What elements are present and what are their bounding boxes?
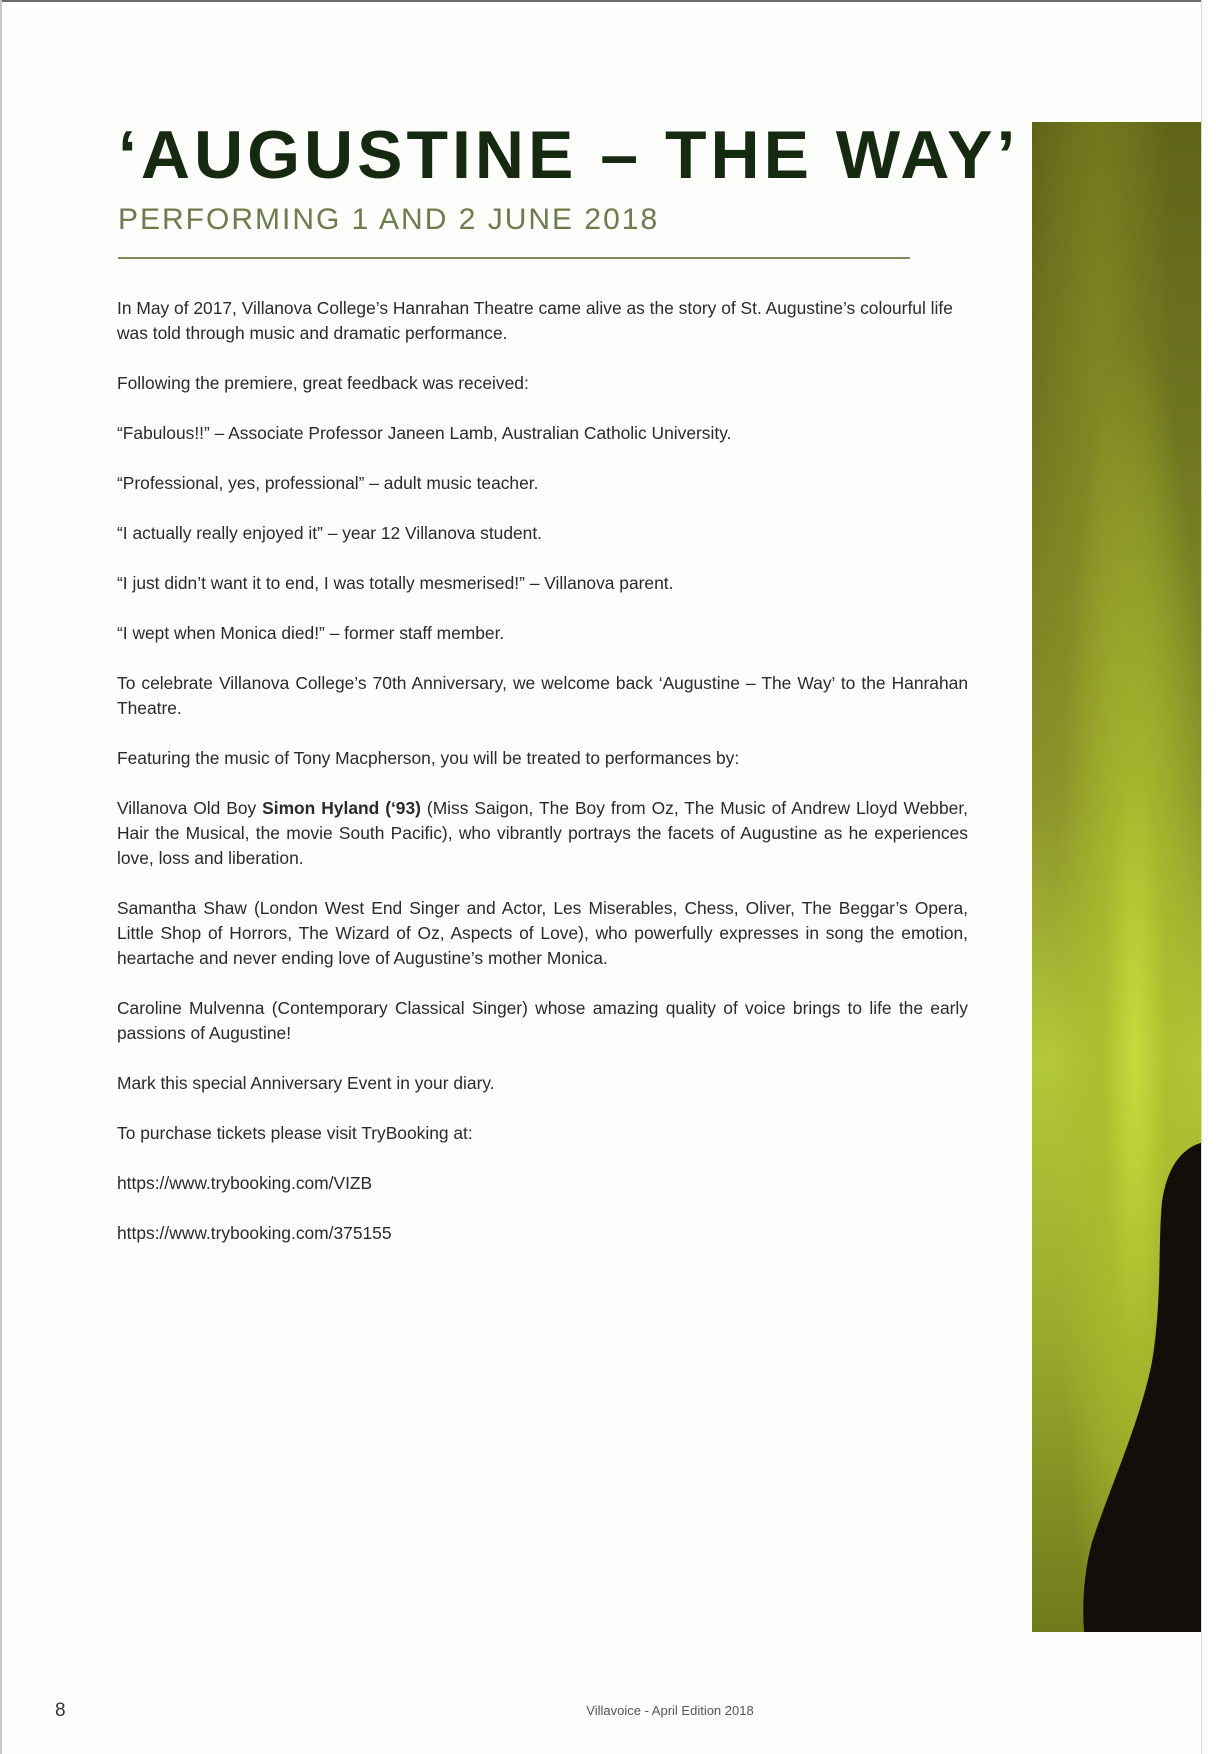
performer-photo: [1032, 122, 1204, 1632]
paragraph-diary: Mark this special Anniversary Event in your diary.: [117, 1073, 495, 1093]
footer-publication: Villavoice - April Edition 2018: [586, 1703, 754, 1718]
article-body: [117, 296, 968, 1271]
paragraph-feedback-intro: Following the premiere, great feedback was received:: [117, 373, 529, 393]
page-title: ‘AUGUSTINE – THE WAY’: [118, 117, 1020, 193]
quote-staff: “I wept when Monica died!” – former staff member.: [117, 623, 505, 643]
trybooking-link-1[interactable]: https://www.trybooking.com/VIZB: [117, 1173, 373, 1193]
paragraph-anniversary: To celebrate Villanova College’s 70th Anniversary, we welcome back ‘Augustine – The Way’ to the Hanrahan Theatre.: [117, 673, 968, 718]
page-left-edge: [0, 0, 2, 1754]
paragraph-samantha-shaw: Samantha Shaw (London West End Singer and Actor, Les Miserables, Chess, Oliver, The Beggar’s Opera, Little Shop of Horrors, The Wizard of Oz, Aspects of Love), who powerfully expresses in song the emotion, heartache and never ending love of Augustine’s mother Monica.: [117, 898, 968, 968]
page-number: 8: [55, 1700, 66, 1721]
paragraph-caroline-mulvenna: Caroline Mulvenna (Contemporary Classical Singer) whose amazing quality of voice brings to life the early passions of Augustine!: [117, 998, 968, 1043]
paragraph-featuring: Featuring the music of Tony Macpherson, you will be treated to performances by:: [117, 748, 740, 768]
paragraph-simon-hyland: [117, 796, 968, 871]
simon-hyland-name: Simon Hyland (‘93): [262, 798, 421, 818]
quote-professional: “Professional, yes, professional” – adult music teacher.: [117, 473, 539, 493]
title-divider: [118, 257, 910, 259]
simon-details: (Miss Saigon, The Boy from Oz, The Music of Andrew Lloyd Webber, Hair the Musical, the movie South Pacific), who vibrantly portrays the facets of Augustine as he experiences love, loss and liberation.: [117, 798, 968, 868]
page-subtitle: PERFORMING 1 AND 2 JUNE 2018: [118, 203, 660, 236]
page-top-edge: [0, 0, 1216, 2]
quote-fabulous: “Fabulous!!” – Associate Professor Janeen Lamb, Australian Catholic University.: [117, 423, 732, 443]
page-right-edge: [1201, 0, 1216, 1754]
paragraph-intro: In May of 2017, Villanova College’s Hanrahan Theatre came alive as the story of St. Augustine’s colourful life was told through music and dramatic performance.: [117, 298, 953, 343]
trybooking-link-2[interactable]: https://www.trybooking.com/375155: [117, 1223, 392, 1243]
performer-silhouette: [1032, 122, 1204, 1632]
quote-parent: “I just didn’t want it to end, I was totally mesmerised!” – Villanova parent.: [117, 573, 674, 593]
quote-student: “I actually really enjoyed it” – year 12 Villanova student.: [117, 523, 543, 543]
paragraph-tickets: To purchase tickets please visit TryBooking at:: [117, 1123, 473, 1143]
simon-prefix: Villanova Old Boy: [117, 798, 263, 818]
